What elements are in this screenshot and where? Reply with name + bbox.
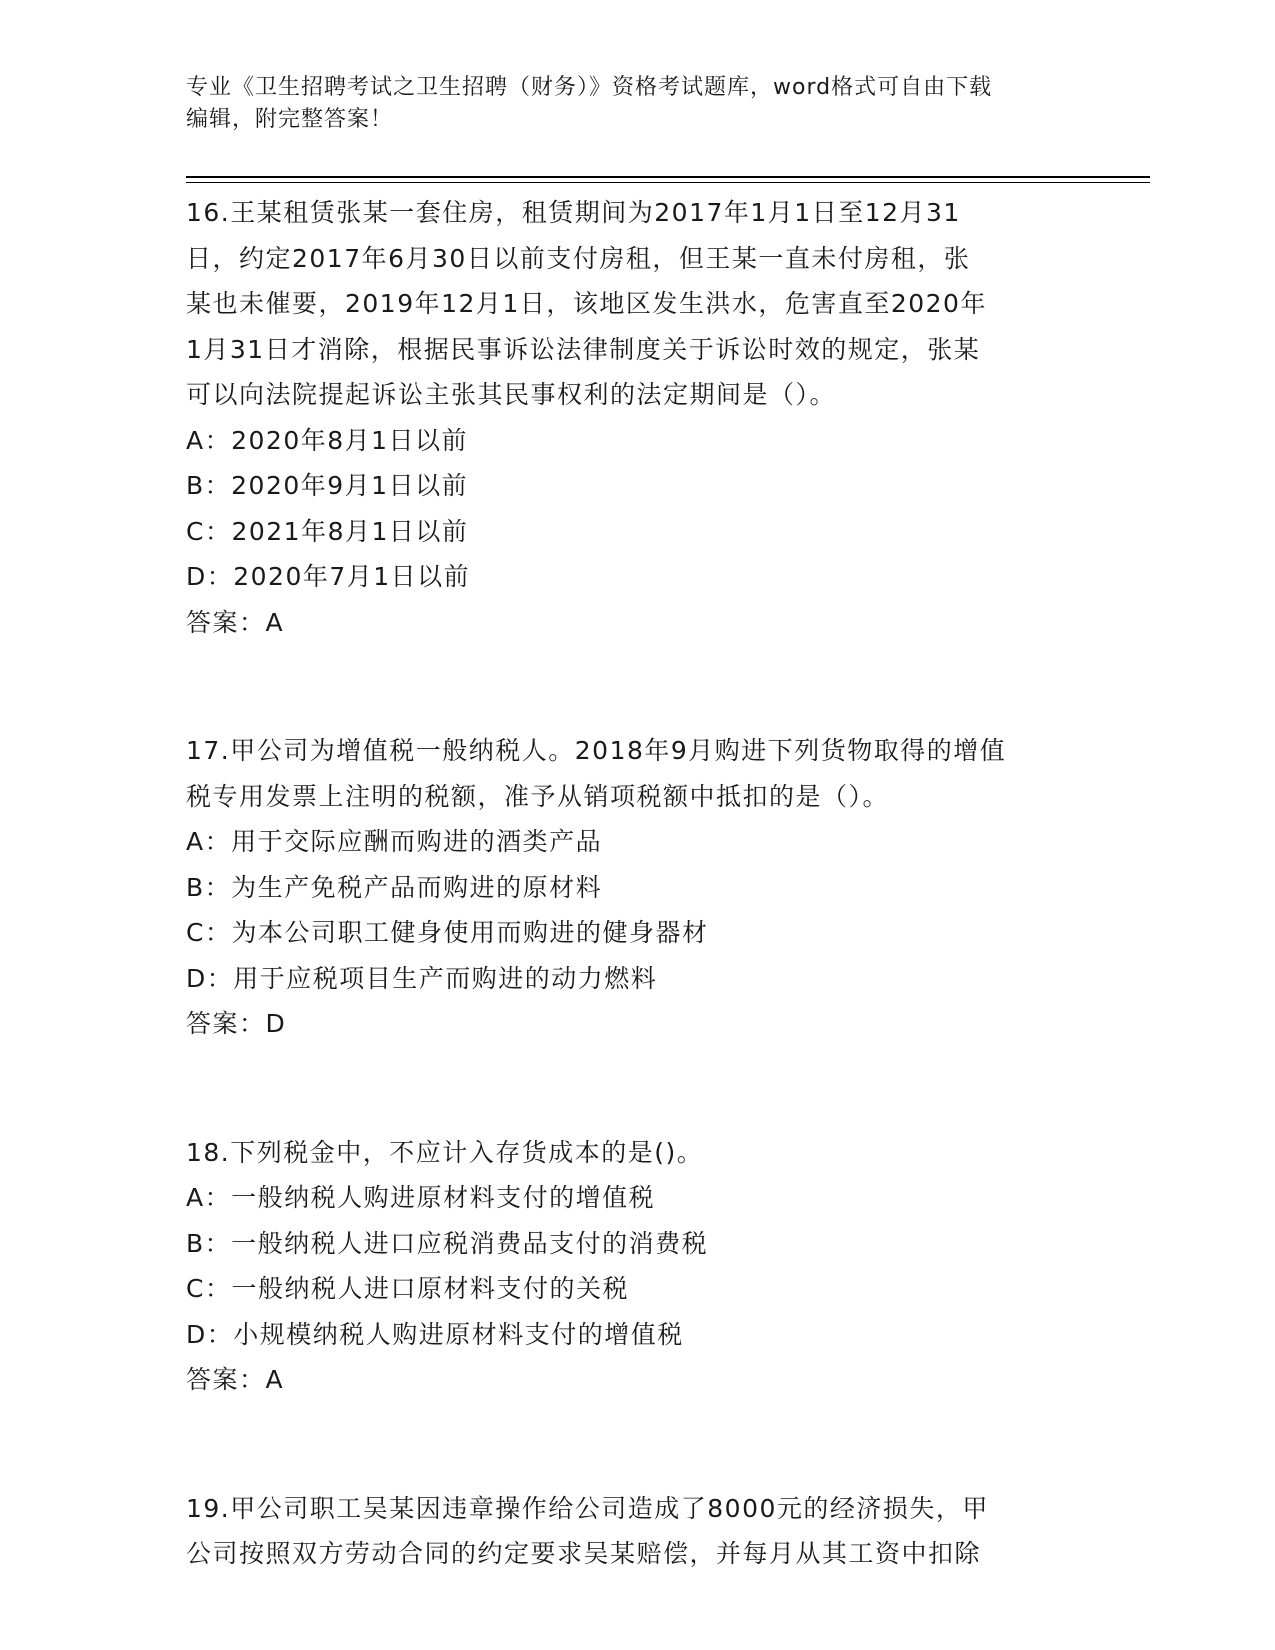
option-c: C：为本公司职工健身使用而购进的健身器材: [186, 918, 709, 947]
option-d: D：小规模纳税人购进原材料支付的增值税: [186, 1319, 684, 1349]
option-c: C：一般纳税人进口原材料支付的关税: [186, 1274, 629, 1303]
question-list: [186, 190, 1086, 1577]
option-b: B：为生产免税产品而购进的原材料: [186, 872, 603, 902]
question-stem-line: 日，约定2017年6月30日以前支付房租，但王某一直未付房租，张: [186, 243, 971, 273]
header-rule-thin: [186, 182, 1150, 183]
question-stem-line: 19.甲公司职工吴某因违章操作给公司造成了8000元的经济损失，甲: [186, 1493, 989, 1523]
header-line-1: 专业《卫生招聘考试之卫生招聘（财务）》资格考试题库，word格式可自由下载: [186, 75, 993, 100]
option-a: A：2020年8月1日以前: [186, 425, 469, 455]
option-b: B：一般纳税人进口应税消费品支付的消费税: [186, 1228, 709, 1258]
question-stem-line: 1月31日才消除，根据民事诉讼法律制度关于诉讼时效的规定，张某: [186, 334, 981, 364]
question-19: [186, 1486, 1086, 1577]
answer-line: 答案：A: [186, 607, 285, 637]
question-spacer: [186, 1403, 1086, 1486]
question-stem-line: 18.下列税金中，不应计入存货成本的是()。: [186, 1137, 704, 1167]
option-a: A：用于交际应酬而购进的酒类产品: [186, 827, 603, 856]
answer-line: 答案：D: [186, 1009, 287, 1038]
question-stem-line: 17.甲公司为增值税一般纳税人。2018年9月购进下列货物取得的增值: [186, 736, 1007, 765]
answer-line: 答案：A: [186, 1365, 285, 1394]
option-b: B：2020年9月1日以前: [186, 471, 469, 500]
question-stem-line: 可以向法院提起诉讼主张其民事权利的法定期间是（）。: [186, 380, 837, 409]
option-d: D：2020年7月1日以前: [186, 562, 471, 591]
page-header: [186, 72, 1066, 136]
question-stem-line: 某也未催要，2019年12月1日，该地区发生洪水，危害直至2020年: [186, 289, 987, 318]
question-stem-line: 公司按照双方劳动合同的约定要求吴某赔偿，并每月从其工资中扣除: [186, 1539, 982, 1568]
option-c: C：2021年8月1日以前: [186, 516, 469, 546]
option-a: A：一般纳税人购进原材料支付的增值税: [186, 1183, 656, 1212]
header-rule-thick: [186, 176, 1150, 178]
question-17: [186, 728, 1086, 1047]
question-stem-line: 税专用发票上注明的税额，准予从销项税额中抵扣的是（）。: [186, 781, 890, 811]
header-line-2: 编辑，附完整答案！: [186, 107, 394, 132]
question-stem-line: 16.王某租赁张某一套住房，租赁期间为2017年1月1日至12月31: [186, 198, 961, 227]
question-spacer: [186, 1047, 1086, 1130]
question-16: [186, 190, 1086, 645]
question-18: [186, 1130, 1086, 1403]
question-spacer: [186, 645, 1086, 728]
option-d: D：用于应税项目生产而购进的动力燃料: [186, 963, 658, 993]
